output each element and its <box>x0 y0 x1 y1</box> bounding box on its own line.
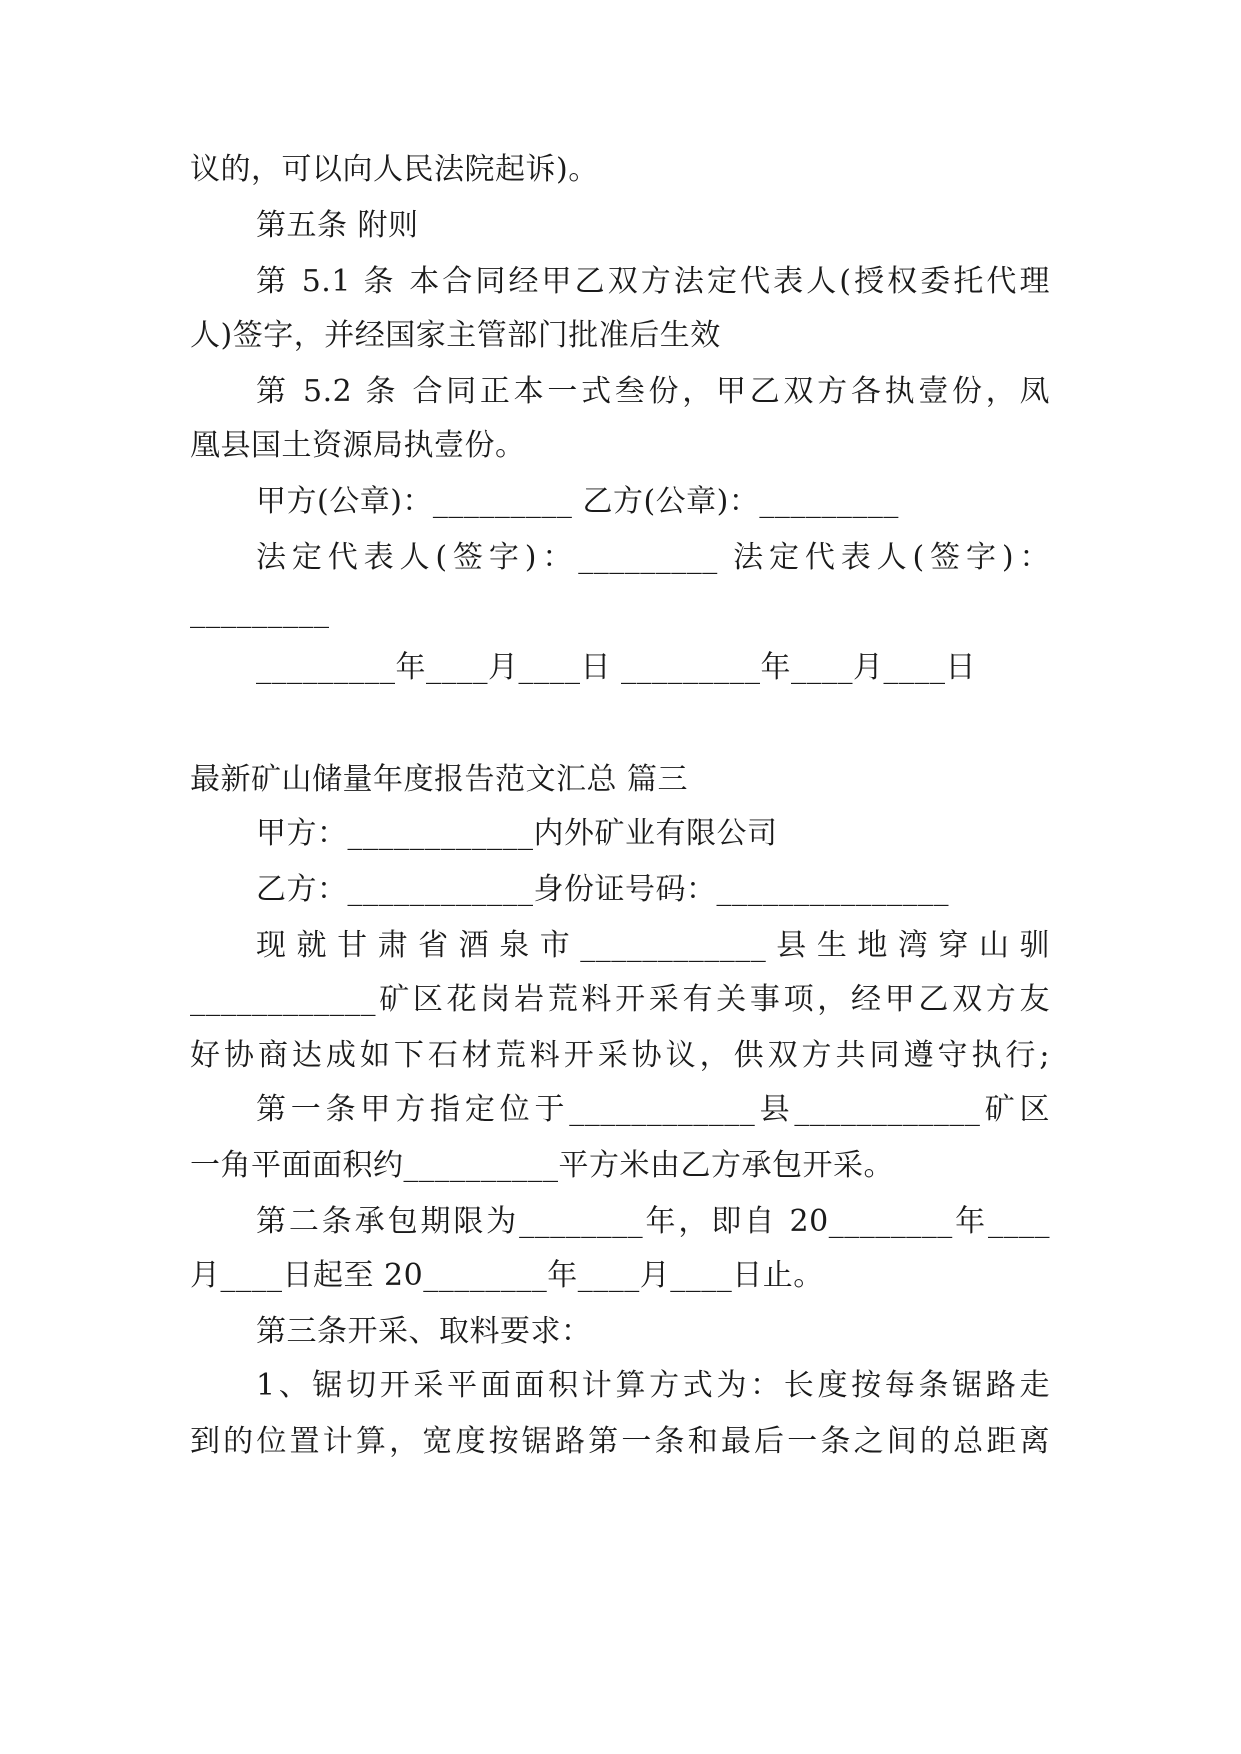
signature-line: 法定代表人(签字)：_________ 法定代表人(签字)： <box>256 540 1050 575</box>
paragraph-line: 到的位置计算，宽度按锯路第一条和最后一条之间的总距离 <box>190 1424 1050 1459</box>
signature-line: 甲方(公章)：_________ 乙方(公章)：_________ <box>256 484 899 519</box>
section-title: 最新矿山储量年度报告范文汇总 篇三 <box>190 762 689 797</box>
paragraph-line: 好协商达成如下石材荒料开采协议，供双方共同遵守执行; <box>190 1038 1050 1073</box>
paragraph-line: 甲方：____________内外矿业有限公司 <box>256 816 778 851</box>
paragraph-line: 一角平面面积约__________平方米由乙方承包开采。 <box>190 1148 894 1183</box>
paragraph-line: ____________矿区花岗岩荒料开采有关事项，经甲乙双方友 <box>190 982 1050 1017</box>
paragraph-line: 第 5.1 条 本合同经甲乙双方法定代表人(授权委托代理 <box>256 264 1050 299</box>
paragraph-line: 第 5.2 条 合同正本一式叁份，甲乙双方各执壹份，凤 <box>256 374 1050 409</box>
paragraph-line: 第三条开采、取料要求： <box>256 1314 592 1349</box>
date-line: _________年____月____日 _________年____月____日 <box>256 650 977 685</box>
paragraph-line: 人)签字，并经国家主管部门批准后生效 <box>190 318 721 353</box>
paragraph-line: 1、锯切开采平面面积计算方式为：长度按每条锯路走 <box>256 1368 1050 1403</box>
paragraph-line: 现就甘肃省酒泉市____________县生地湾穿山驯 <box>256 928 1050 963</box>
section-heading: 第五条 附则 <box>256 208 419 243</box>
paragraph-line: 凰县国土资源局执壹份。 <box>190 428 526 463</box>
paragraph-line: 月____日起至 20________年____月____日止。 <box>190 1258 824 1293</box>
paragraph-line: 第一条甲方指定位于____________县____________矿区 <box>256 1092 1050 1127</box>
signature-blank: _________ <box>190 594 330 629</box>
paragraph-line: 乙方：____________身份证号码：_______________ <box>256 872 949 907</box>
paragraph-line: 第二条承包期限为________年，即自 20________年____ <box>256 1204 1050 1239</box>
paragraph-line: 议的，可以向人民法院起诉)。 <box>190 152 599 187</box>
